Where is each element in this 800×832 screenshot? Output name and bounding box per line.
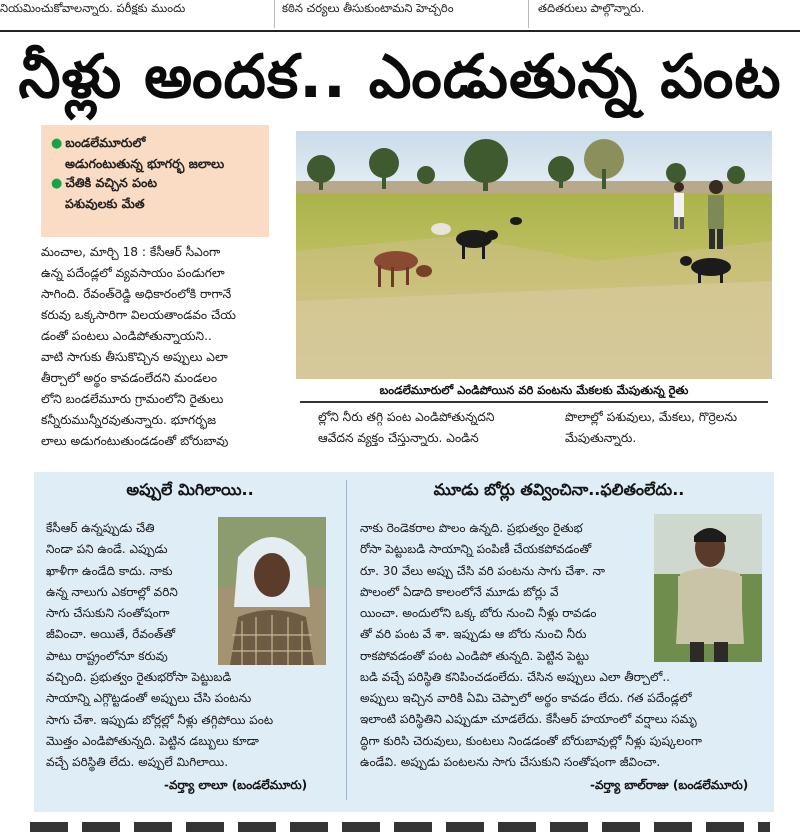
quote-body-right-full: [360, 688, 766, 773]
quote-body-left-wrap: [46, 518, 216, 667]
quote-line: కేసీఆర్ ఉన్నప్పుడు చేతి: [46, 521, 155, 535]
body-line: లోని బండలేమూరు గ్రామంలోని రైతులు: [41, 392, 224, 406]
quote-line: సాయాన్ని ఎగ్గొట్టడంతో అప్పులు చేసి పంటను: [46, 691, 252, 706]
field-photo: [296, 131, 772, 379]
body-line: మేపుతున్నారు.: [565, 431, 637, 445]
article-body-right: [565, 407, 775, 449]
quote-line: ఉండేవి. అప్పుడు పంటలను సాగు చేసుకుని సంతోషంగా జీవించా.: [360, 754, 661, 769]
quote-line: ఇలాంటి పరిస్థితిని ఎప్పుడూ చూడలేదు. కేసీఆర్ హయాంలో వర్షాలు సమృ: [360, 712, 697, 727]
highlight-text: అడుగంటుతున్న భూగర్భ జలాలు: [65, 155, 225, 171]
quote-signature-right: -వర్త్యా బాల్‌రాజు (బండలేమూరు): [590, 778, 749, 792]
quote-line: రోసా పెట్టుబడి సాయాన్ని పంపిణీ చేయకపోవడంతో: [360, 542, 592, 557]
highlight-text: పశువులకు మేత: [65, 195, 145, 211]
column-divider: [528, 0, 529, 28]
highlight-item: [51, 154, 259, 174]
quote-line: పాటు రాష్ట్రంలోనూ కరువు: [46, 648, 168, 663]
highlight-text: చేతికి వచ్చిన పంట: [65, 175, 157, 190]
article-body-mid: [318, 407, 538, 449]
body-line: తీర్చాలో అర్థం కావడంలేదని మండలం: [41, 371, 218, 385]
highlight-item: [51, 194, 259, 214]
farmer-portrait-right: [654, 514, 762, 662]
quote-line: బడి వచ్చే పరిస్థితి కనిపించడంలేదు. చేసిన అప్పులు ఎలా తీర్చాలో..: [360, 670, 670, 685]
quote-line: ఖాళీగా ఉండేది కాదు. నాకు: [46, 563, 173, 578]
column-divider: [274, 0, 275, 28]
body-line: సాగింది. రేవంత్‌రెడ్డి అధికారంలోకి రాగానే: [41, 287, 232, 301]
body-line: ల్లోని నీరు తగ్గి పంట ఎండిపోతున్నదని: [318, 410, 495, 424]
body-line: వాటి సాగుకు తీసుకొచ్చిన అప్పులు ఎలా: [41, 350, 228, 364]
quote-line: రూ. 30 వేలు అప్పు చేసి వరి పంటను సాగు చేశా. నా: [360, 563, 605, 578]
quote-line: యించా. అందులోని ఒక్క బోరు నుంచి నీళ్లు రావడం: [360, 606, 597, 621]
quote-line: నాకు రెండెకరాల పొలం ఉన్నది. ప్రభుత్వం రైతుభ: [360, 521, 583, 535]
body-line: కన్నీరుమున్నీరవుతున్నారు. భూగర్భజ: [41, 413, 217, 427]
headline: నీళ్లు అందక.. ఎండుతున్న పంట: [18, 42, 782, 112]
quote-title-right: మూడు బోర్లు తవ్వించినా..ఫలితంలేదు..: [433, 480, 685, 499]
body-line: లాలు అడుగంటుతుండడంతో బోరుబావు: [41, 434, 229, 448]
photo-caption: బండలేమూరులో ఎండిపోయిన వరి పంటను మేకలకు మేపుతున్న రైతు: [379, 383, 689, 397]
quote-line: అప్పులు ఇచ్చిన వారికి ఏమి చెప్పాలో అర్థం కావడం లేదు. గత పదేండ్లలో: [360, 691, 692, 705]
section-rule: [0, 30, 800, 32]
farmer-portrait-right-illustration: [654, 514, 762, 662]
quote-line: తో వరి పంట వే శా. ఇప్పుడు ఆ బోరు నుంచి నీరు: [360, 627, 587, 642]
quote-line: సాగు చేసుకుని సంతోషంగా: [46, 606, 170, 621]
bullet-icon: ●: [51, 176, 63, 191]
quote-line: జీవించా. అయితే, రేవంత్‌తో: [46, 627, 176, 642]
quote-line: ద్ధిగా కురిసి చెరువులు, కుంటలు నిండడంతో బోరుబావుల్లో నీళ్లు పుష్కలంగా: [360, 733, 702, 748]
highlight-item: [51, 133, 259, 154]
quote-line: సాగు చేశా. ఇప్పుడు బోర్లల్లో నీళ్లు తగ్గిపోయి పంట: [46, 712, 274, 727]
top-snippet-3: తదితరులు పాల్గొన్నారు.: [538, 1, 645, 15]
quote-line: ఉన్న నాలుగు ఎకరాల్లో వరిని: [46, 584, 178, 599]
quote-line: వచ్చే పరిస్థితి లేదు. అప్పులే మిగిలాయి.: [46, 755, 229, 770]
body-line: ఉన్న పదేండ్లలో వ్యవసాయం పండుగలా: [41, 266, 225, 280]
body-line: ఆవేదన వ్యక్తం చేస్తున్నారు. ఎండిన: [318, 431, 479, 445]
quote-line: నిండా పని ఉండే. ఎప్పుడు: [46, 542, 168, 557]
farmer-portrait-left-illustration: [218, 517, 326, 665]
farmer-portrait-left: [218, 517, 326, 665]
highlight-item: [51, 173, 259, 194]
quote-divider: [346, 480, 347, 800]
next-headline-cutoff: [0, 814, 800, 832]
body-line: పొలాల్లో పశువులు, మేకలు, గొర్రెలను: [565, 410, 738, 424]
quote-line: పొలంలో ఏడాది కాలంలోనే మూడు బోర్లు వే: [360, 584, 559, 599]
quote-signature-left: -వర్త్యా లాలూ (బండలేమూరు): [164, 778, 308, 792]
body-line: కరువు ఒక్కసారిగా విలయతాండవం చేయ: [41, 308, 236, 322]
top-snippet-2: కఠిన చర్యలు తీసుకుంటామని హెచ్చరిం: [282, 1, 454, 15]
quote-line: వచ్చింది. ప్రభుత్వం రైతుభరోసా పెట్టుబడి: [46, 670, 232, 684]
caption-underline: [300, 401, 768, 403]
quote-title-left: అప్పులే మిగిలాయి..: [126, 480, 254, 499]
highlight-text: బండలేమూరులో: [65, 135, 146, 150]
quote-line: రాకపోవడంతో పంట ఎండిపో తున్నది. పెట్టిన పెట్టు: [360, 648, 590, 663]
farmer-quotes-box: [34, 472, 774, 812]
quote-body-right-wrap: [360, 518, 670, 688]
quote-body-left-full: [46, 667, 336, 773]
quote-line: మొత్తం ఎండిపోతున్నది. పెట్టిన డబ్బులు కూడా: [46, 733, 259, 748]
bullet-icon: ●: [51, 136, 63, 151]
article-body-left: [41, 242, 281, 452]
body-line: డంతో పంటలు ఎండిపోతున్నాయని..: [41, 329, 212, 343]
top-snippet-1: నియమించుకోవాలన్నారు. పరీక్షకు ముందు: [0, 1, 186, 15]
body-line: మంచాల, మార్చి 18 : కేసీఆర్ సీఎంగా: [41, 245, 221, 259]
field-photo-illustration: [296, 131, 772, 379]
highlights-box: [41, 125, 269, 237]
